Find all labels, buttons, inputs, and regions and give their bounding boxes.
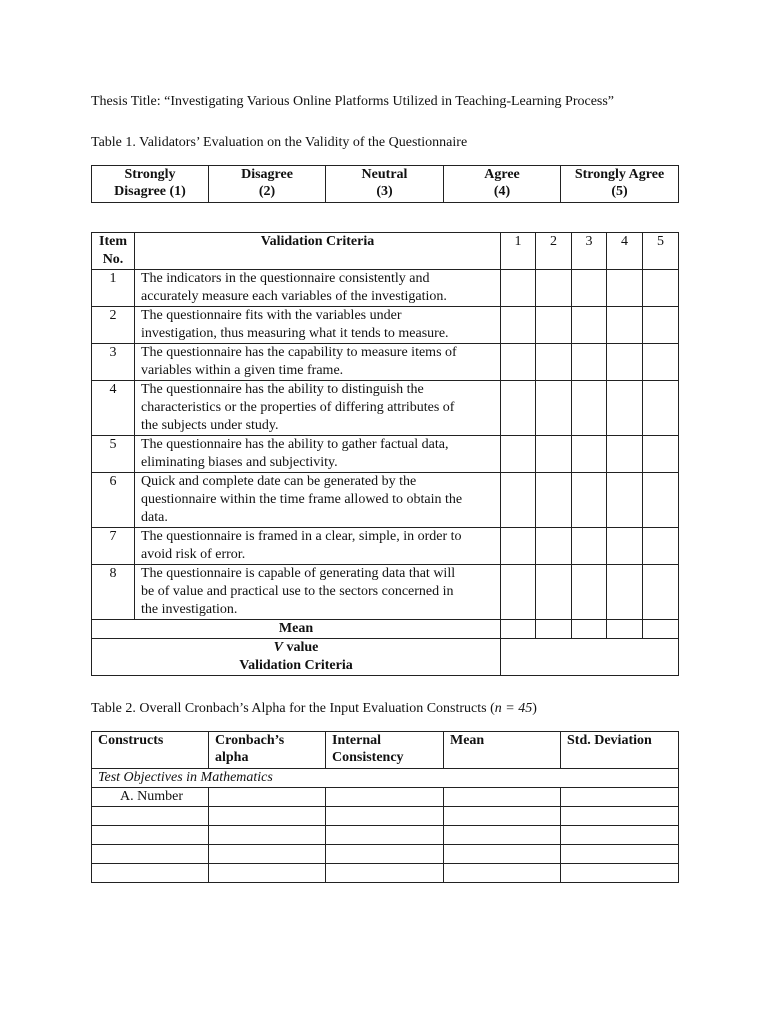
table-cell: [326, 826, 444, 845]
header-validation-criteria: Validation Criteria: [135, 233, 501, 270]
rating-cell: [643, 565, 679, 620]
criteria-row: [92, 381, 679, 436]
criteria-text: [135, 528, 501, 565]
rating-cell: [501, 436, 536, 473]
thesis-title: Thesis Title: “Investigating Various Online Platforms Utilized in Teaching-Learning Process”: [91, 94, 615, 109]
table-cell: [444, 864, 561, 883]
table-row: [92, 807, 679, 826]
criteria-row: [92, 270, 679, 307]
table-cell: [444, 826, 561, 845]
rating-col-1: 1: [501, 233, 536, 270]
criteria-text-line: the investigation.: [141, 602, 238, 617]
rating-cell: [643, 473, 679, 528]
mean-label: Mean: [92, 620, 501, 639]
rating-scale-table: [91, 165, 679, 203]
table-cell: [326, 788, 444, 807]
table-row: [92, 826, 679, 845]
v-value-cell: [501, 639, 679, 676]
rating-cell: [643, 381, 679, 436]
header-mean: Mean: [444, 732, 561, 769]
rating-col-3: 3: [572, 233, 607, 270]
table-cell: [209, 826, 326, 845]
item-number: 8: [92, 565, 135, 620]
table-cell: [326, 807, 444, 826]
criteria-text: [135, 436, 501, 473]
rating-cell: [501, 528, 536, 565]
rating-col-2: 2: [536, 233, 572, 270]
table-cell: [92, 864, 209, 883]
table-cell: [92, 807, 209, 826]
item-number: 7: [92, 528, 135, 565]
criteria-text-line: The indicators in the questionnaire consistently and: [141, 271, 430, 286]
section-test-objectives: Test Objectives in Mathematics: [92, 769, 679, 788]
criteria-text: [135, 270, 501, 307]
table-cell: [209, 845, 326, 864]
header-cronbach-alpha: Cronbach’s alpha: [209, 732, 326, 769]
criteria-text-line: be of value and practical use to the sectors concerned in: [141, 584, 454, 599]
rating-cell: [501, 473, 536, 528]
mean-cell: [572, 620, 607, 639]
table-cell: [209, 864, 326, 883]
table-cell: [561, 845, 679, 864]
criteria-text-line: characteristics or the properties of differing attributes of: [141, 400, 455, 415]
item-number: 4: [92, 381, 135, 436]
header-constructs: Constructs: [92, 732, 209, 769]
validation-criteria-table: [91, 232, 679, 676]
rating-cell: [572, 381, 607, 436]
criteria-row: [92, 528, 679, 565]
scale-neutral: Neutral (3): [326, 166, 444, 203]
table2-caption: Table 2. Overall Cronbach’s Alpha for the Input Evaluation Constructs (n = 45): [91, 701, 537, 716]
item-number: 6: [92, 473, 135, 528]
table-row: [92, 845, 679, 864]
rating-cell: [572, 344, 607, 381]
rating-cell: [572, 473, 607, 528]
table-cell: [444, 807, 561, 826]
rating-cell: [607, 436, 643, 473]
table-cell: [561, 807, 679, 826]
rating-col-4: 4: [607, 233, 643, 270]
criteria-text-line: The questionnaire is framed in a clear, simple, in order to: [141, 529, 462, 544]
rating-cell: [501, 381, 536, 436]
scale-disagree: Disagree (2): [209, 166, 326, 203]
criteria-text-line: The questionnaire has the capability to measure items of: [141, 345, 457, 360]
criteria-text-line: avoid risk of error.: [141, 547, 246, 562]
rating-cell: [536, 344, 572, 381]
scale-strongly-disagree: Strongly Disagree (1): [92, 166, 209, 203]
criteria-text-line: the subjects under study.: [141, 418, 279, 433]
criteria-text-line: accurately measure each variables of the investigation.: [141, 289, 447, 304]
table-cell: [92, 845, 209, 864]
rating-cell: [643, 344, 679, 381]
mean-cell: [501, 620, 536, 639]
rating-cell: [536, 436, 572, 473]
header-std-deviation: Std. Deviation: [561, 732, 679, 769]
table-row: [92, 864, 679, 883]
criteria-text: [135, 307, 501, 344]
criteria-text: [135, 344, 501, 381]
rating-cell: [607, 528, 643, 565]
mean-cell: [643, 620, 679, 639]
rating-cell: [643, 528, 679, 565]
mean-cell: [607, 620, 643, 639]
table-cell: [561, 826, 679, 845]
rating-cell: [536, 270, 572, 307]
construct-number: A. Number: [92, 788, 209, 807]
criteria-text-line: The questionnaire fits with the variables under: [141, 308, 402, 323]
table1-caption: Table 1. Validators’ Evaluation on the Validity of the Questionnaire: [91, 135, 468, 150]
v-value-label: V value Validation Criteria: [92, 639, 501, 676]
rating-cell: [572, 565, 607, 620]
rating-cell: [572, 436, 607, 473]
rating-cell: [643, 270, 679, 307]
criteria-text-line: The questionnaire is capable of generating data that will: [141, 566, 456, 581]
criteria-text-line: questionnaire within the time frame allowed to obtain the: [141, 492, 463, 507]
rating-cell: [501, 565, 536, 620]
cronbach-alpha-table: [91, 731, 679, 883]
header-item-no: Item No.: [92, 233, 135, 270]
item-number: 5: [92, 436, 135, 473]
criteria-text-line: variables within a given time frame.: [141, 363, 344, 378]
criteria-text-line: The questionnaire has the ability to distinguish the: [141, 382, 424, 397]
rating-cell: [501, 344, 536, 381]
item-number: 2: [92, 307, 135, 344]
rating-cell: [536, 381, 572, 436]
criteria-row: [92, 436, 679, 473]
rating-cell: [572, 528, 607, 565]
item-number: 3: [92, 344, 135, 381]
table-cell: [92, 826, 209, 845]
rating-col-5: 5: [643, 233, 679, 270]
rating-cell: [572, 307, 607, 344]
mean-cell: [536, 620, 572, 639]
table-cell: [444, 788, 561, 807]
rating-cell: [607, 473, 643, 528]
table-cell: [326, 845, 444, 864]
scale-agree: Agree (4): [444, 166, 561, 203]
table-cell: [444, 845, 561, 864]
rating-cell: [572, 270, 607, 307]
rating-cell: [501, 270, 536, 307]
rating-cell: [607, 307, 643, 344]
scale-strongly-agree: Strongly Agree (5): [561, 166, 679, 203]
criteria-row: [92, 307, 679, 344]
criteria-text-line: investigation, thus measuring what it tends to measure.: [141, 326, 449, 341]
table-cell: [209, 807, 326, 826]
table-cell: [561, 788, 679, 807]
criteria-row: [92, 565, 679, 620]
header-internal-consistency: Internal Consistency: [326, 732, 444, 769]
rating-cell: [607, 270, 643, 307]
rating-cell: [607, 344, 643, 381]
table-cell: [326, 864, 444, 883]
criteria-text-line: eliminating biases and subjectivity.: [141, 455, 338, 470]
criteria-text-line: data.: [141, 510, 168, 525]
rating-cell: [536, 473, 572, 528]
criteria-text: [135, 381, 501, 436]
rating-cell: [501, 307, 536, 344]
item-number: 1: [92, 270, 135, 307]
rating-cell: [607, 381, 643, 436]
criteria-text-line: Quick and complete date can be generated by the: [141, 474, 417, 489]
rating-cell: [607, 565, 643, 620]
criteria-text: [135, 473, 501, 528]
rating-cell: [536, 528, 572, 565]
rating-cell: [536, 565, 572, 620]
criteria-text-line: The questionnaire has the ability to gather factual data,: [141, 437, 449, 452]
criteria-row: [92, 344, 679, 381]
criteria-row: [92, 473, 679, 528]
rating-cell: [643, 307, 679, 344]
table-cell: [561, 864, 679, 883]
table-cell: [209, 788, 326, 807]
criteria-text: [135, 565, 501, 620]
rating-cell: [643, 436, 679, 473]
rating-cell: [536, 307, 572, 344]
